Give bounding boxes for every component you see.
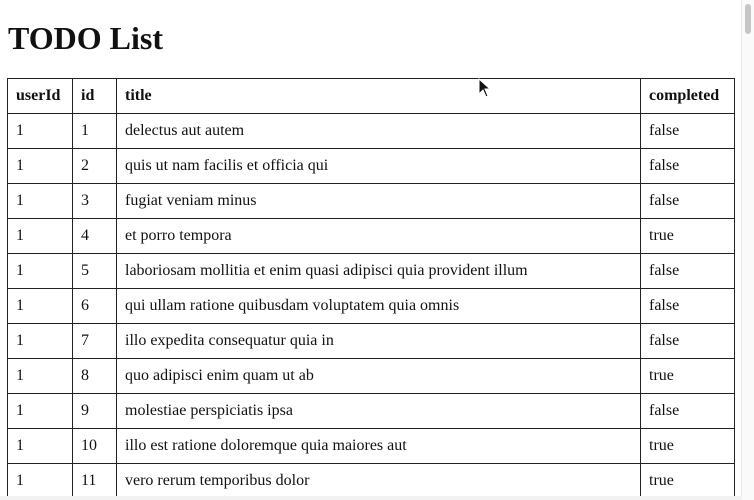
cell-id: 10 xyxy=(73,429,117,464)
todo-table xyxy=(7,78,735,499)
cell-title: laboriosam mollitia et enim quasi adipisci quia provident illum xyxy=(117,254,641,289)
cell-user-id: 1 xyxy=(8,254,73,289)
cell-title: illo expedita consequatur quia in xyxy=(117,324,641,359)
horizontal-scrollbar[interactable] xyxy=(0,496,742,500)
table-body xyxy=(8,114,735,499)
cell-id: 5 xyxy=(73,254,117,289)
cell-title: illo est ratione doloremque quia maiores aut xyxy=(117,429,641,464)
cell-completed: false xyxy=(641,394,735,429)
cell-completed: false xyxy=(641,324,735,359)
table-header-row xyxy=(8,79,735,114)
table-row xyxy=(8,394,735,429)
table-row xyxy=(8,289,735,324)
table-row xyxy=(8,254,735,289)
cell-completed: false xyxy=(641,254,735,289)
cell-user-id: 1 xyxy=(8,324,73,359)
table-row xyxy=(8,324,735,359)
cell-id: 6 xyxy=(73,289,117,324)
cell-user-id: 1 xyxy=(8,219,73,254)
cell-title: vero rerum temporibus dolor xyxy=(117,464,641,499)
table-header xyxy=(8,79,735,114)
cell-id: 3 xyxy=(73,184,117,219)
cell-user-id: 1 xyxy=(8,464,73,499)
table-row xyxy=(8,184,735,219)
cell-title: quo adipisci enim quam ut ab xyxy=(117,359,641,394)
cell-title: molestiae perspiciatis ipsa xyxy=(117,394,641,429)
cell-user-id: 1 xyxy=(8,394,73,429)
cell-user-id: 1 xyxy=(8,429,73,464)
table-row xyxy=(8,114,735,149)
cell-user-id: 1 xyxy=(8,149,73,184)
cell-id: 4 xyxy=(73,219,117,254)
cell-completed: false xyxy=(641,149,735,184)
table-row xyxy=(8,219,735,254)
page-title: TODO List xyxy=(8,20,163,56)
vertical-scroll-thumb[interactable] xyxy=(745,4,751,34)
vertical-scrollbar[interactable] xyxy=(741,0,754,500)
header-completed: completed xyxy=(641,79,735,114)
cell-user-id: 1 xyxy=(8,184,73,219)
cell-id: 1 xyxy=(73,114,117,149)
cell-user-id: 1 xyxy=(8,114,73,149)
cell-completed: true xyxy=(641,359,735,394)
mouse-pointer-icon xyxy=(478,78,492,98)
table-row xyxy=(8,359,735,394)
table-row xyxy=(8,429,735,464)
header-id: id xyxy=(73,79,117,114)
header-title: title xyxy=(117,79,641,114)
cell-title: fugiat veniam minus xyxy=(117,184,641,219)
cell-title: et porro tempora xyxy=(117,219,641,254)
cell-completed: false xyxy=(641,114,735,149)
cell-id: 9 xyxy=(73,394,117,429)
cell-user-id: 1 xyxy=(8,289,73,324)
cell-id: 8 xyxy=(73,359,117,394)
cell-completed: true xyxy=(641,219,735,254)
table-row xyxy=(8,464,735,499)
cell-id: 11 xyxy=(73,464,117,499)
cell-id: 7 xyxy=(73,324,117,359)
cell-title: qui ullam ratione quibusdam voluptatem quia omnis xyxy=(117,289,641,324)
cell-completed: true xyxy=(641,429,735,464)
cell-completed: false xyxy=(641,289,735,324)
cell-user-id: 1 xyxy=(8,359,73,394)
cell-completed: false xyxy=(641,184,735,219)
table-row xyxy=(8,149,735,184)
cell-completed: true xyxy=(641,464,735,499)
header-user-id: userId xyxy=(8,79,73,114)
cell-title: delectus aut autem xyxy=(117,114,641,149)
cell-title: quis ut nam facilis et officia qui xyxy=(117,149,641,184)
cell-id: 2 xyxy=(73,149,117,184)
